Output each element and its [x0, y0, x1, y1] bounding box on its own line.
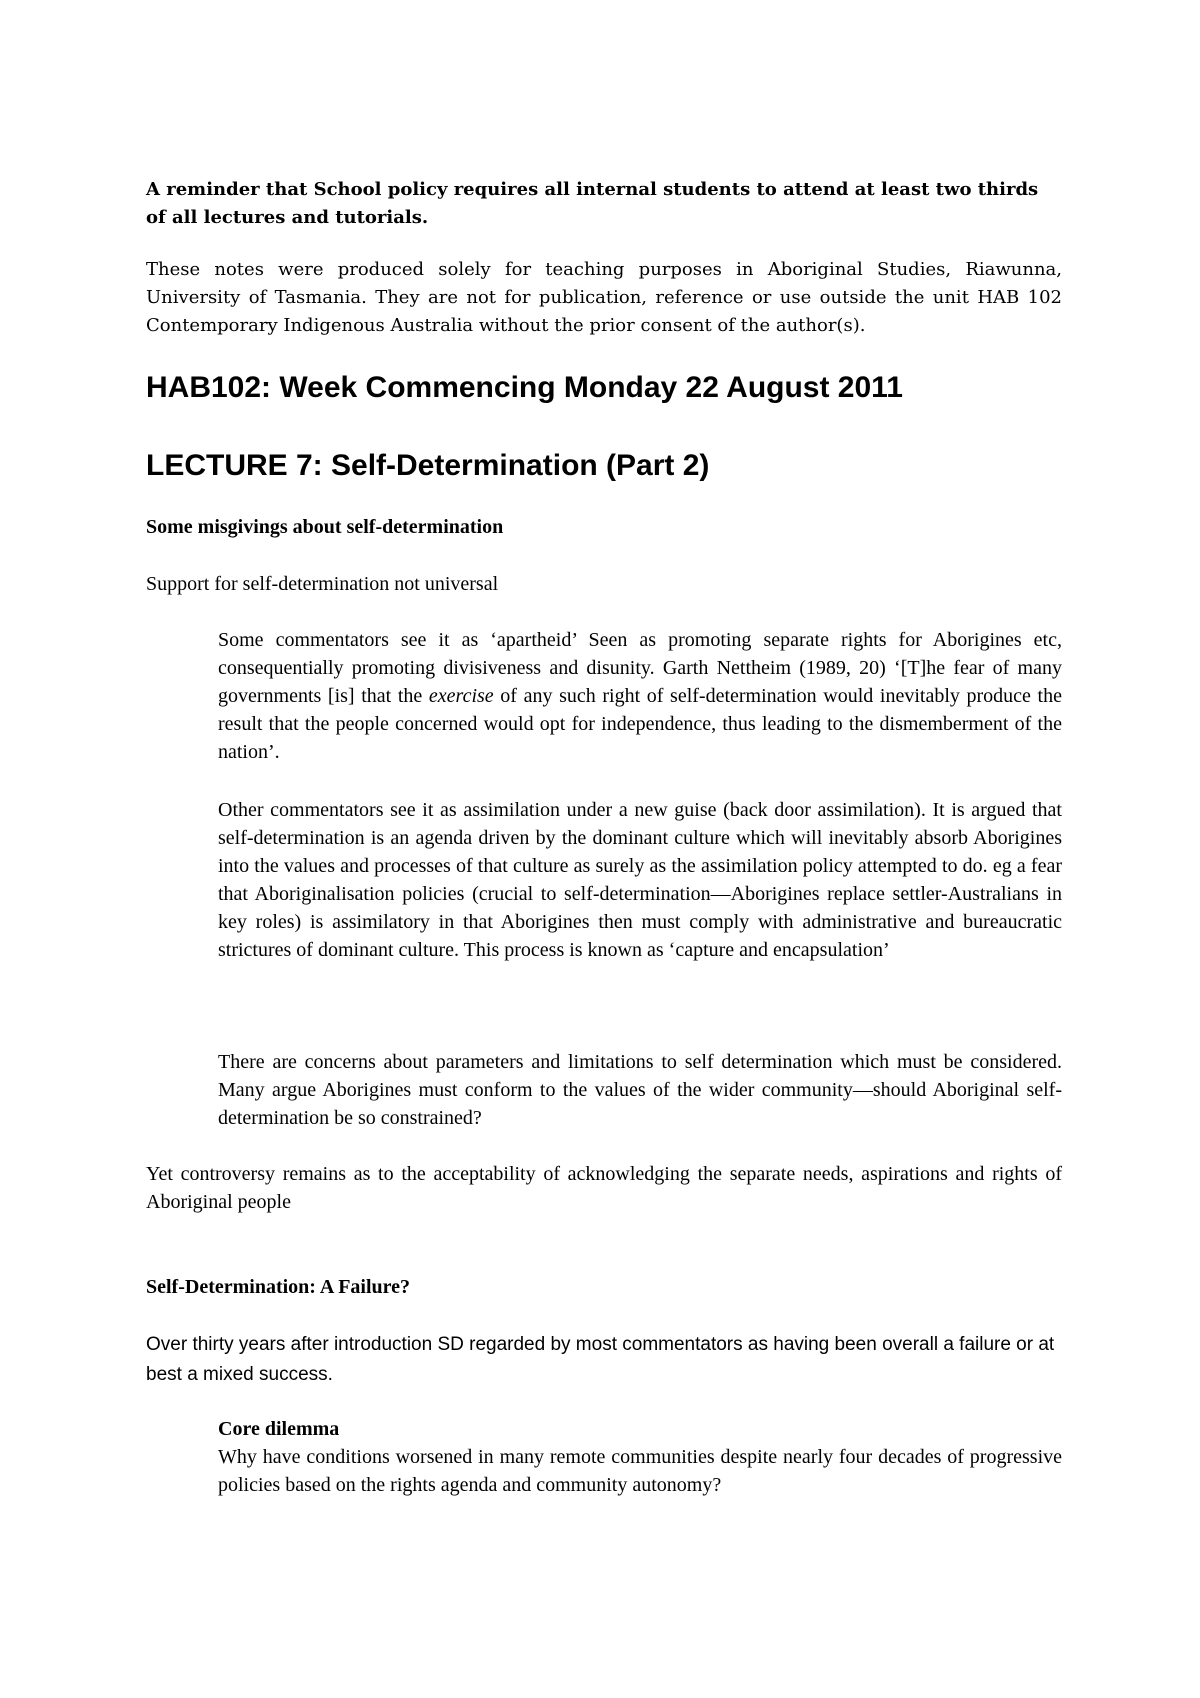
parameters-paragraph: There are concerns about parameters and limitations to self determination which must be considered. Many argue Aborigines must conform to the values of the wider community—should Aboriginal self-determination be so constrained?	[218, 1051, 1062, 1129]
week-heading: HAB102: Week Commencing Monday 22 August 2011	[146, 371, 903, 404]
apartheid-text-start: Some commentators see it as ‘apartheid’ Seen as promoting separate rights for Aborigines etc, consequentially promoting divisiveness and disunity. Garth Nettheim (1989, 20) ‘[T]he fear of many governments [is] that the	[218, 629, 1062, 707]
attendance-notice: A reminder that School policy requires all internal students to attend at least two thirds of all lectures and tutorials.	[146, 179, 1039, 228]
core-dilemma-block	[218, 1443, 1062, 1499]
apartheid-text-end: of any such right of self-determination would inevitably produce the result that the people concerned would opt for independence, thus leading to the dismemberment of the nation’.	[218, 685, 1062, 763]
misgivings-intro: Support for self-determination not universal	[146, 573, 499, 595]
assimilation-paragraph: Other commentators see it as assimilation under a new guise (back door assimilation). It is argued that self-determination is an agenda driven by the dominant culture which will inevitably absorb Aborigines into the values and processes of that culture as surely as the assimilation policy attempted to do. eg a fear that Aboriginalisation policies (crucial to self-determination—Aborigines replace settler-Australians in key roles) is assimilatory in that Aborigines then must comply with administrative and bureaucratic strictures of dominant culture. This process is known as ‘capture and encapsulation’	[218, 799, 1062, 961]
section-heading-failure: Self-Determination: A Failure?	[146, 1276, 411, 1298]
apartheid-paragraph	[218, 626, 1062, 766]
controversy-paragraph: Yet controversy remains as to the acceptability of acknowledging the separate needs, aspirations and rights of Aboriginal people	[146, 1163, 1062, 1213]
disclaimer-paragraph: These notes were produced solely for teaching purposes in Aboriginal Studies, Riawunna, University of Tasmania. They are not for publication, reference or use outside the unit HAB 102 Contemporary Indigenous Australia without the prior consent of the author(s).	[146, 259, 1062, 336]
core-dilemma-question: Why have conditions worsened in many remote communities despite nearly four decades of progressive policies based on the rights agenda and community autonomy?	[218, 1446, 1062, 1496]
lecture-heading: LECTURE 7: Self-Determination (Part 2)	[146, 449, 710, 482]
exercise-emphasis: exercise	[428, 685, 494, 707]
failure-intro: Over thirty years after introduction SD regarded by most commentators as having been overall a failure or at best a mixed success.	[146, 1334, 1055, 1385]
core-dilemma-title: Core dilemma	[218, 1418, 340, 1440]
section-heading-misgivings: Some misgivings about self-determination	[146, 516, 504, 538]
